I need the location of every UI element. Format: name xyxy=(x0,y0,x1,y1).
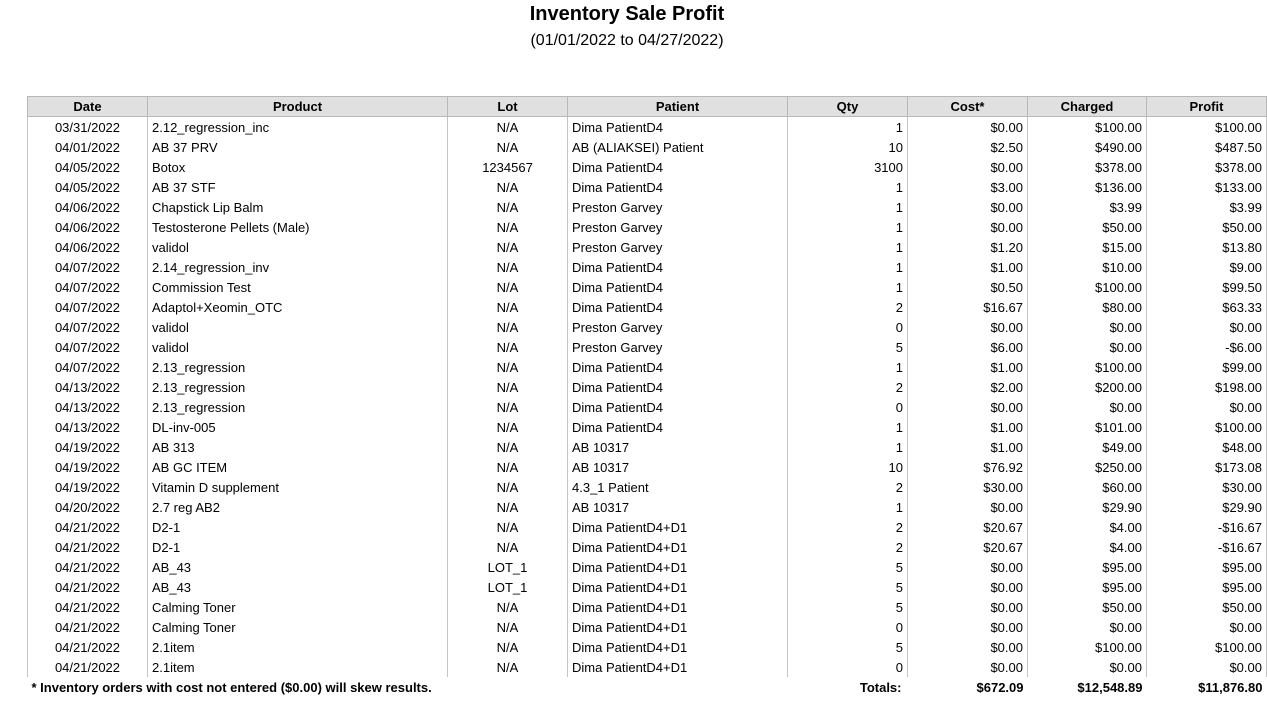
cell-lot: N/A xyxy=(448,357,568,377)
cell-profit: -$16.67 xyxy=(1147,517,1267,537)
cell-date: 04/07/2022 xyxy=(28,357,148,377)
cell-date: 04/21/2022 xyxy=(28,517,148,537)
table-row xyxy=(28,417,1267,437)
cell-cost: $0.00 xyxy=(908,217,1028,237)
cell-lot: N/A xyxy=(448,197,568,217)
cell-profit: $30.00 xyxy=(1147,477,1267,497)
cell-patient: AB 10317 xyxy=(568,497,788,517)
cell-date: 04/19/2022 xyxy=(28,457,148,477)
cell-qty: 10 xyxy=(788,137,908,157)
cell-qty: 10 xyxy=(788,457,908,477)
table-row xyxy=(28,657,1267,677)
cell-lot: N/A xyxy=(448,297,568,317)
cell-date: 04/13/2022 xyxy=(28,397,148,417)
cell-charged: $490.00 xyxy=(1028,137,1147,157)
cell-profit: -$6.00 xyxy=(1147,337,1267,357)
cell-qty: 2 xyxy=(788,537,908,557)
column-header-patient: Patient xyxy=(568,97,788,117)
cell-charged: $0.00 xyxy=(1028,317,1147,337)
cell-date: 04/06/2022 xyxy=(28,237,148,257)
cell-charged: $49.00 xyxy=(1028,437,1147,457)
cell-product: AB 313 xyxy=(148,437,448,457)
cell-qty: 1 xyxy=(788,497,908,517)
cell-product: Testosterone Pellets (Male) xyxy=(148,217,448,237)
cell-lot: N/A xyxy=(448,117,568,138)
cell-profit: $9.00 xyxy=(1147,257,1267,277)
table-row xyxy=(28,137,1267,157)
cell-charged: $50.00 xyxy=(1028,597,1147,617)
cell-cost: $0.00 xyxy=(908,497,1028,517)
table-row xyxy=(28,577,1267,597)
cell-lot: N/A xyxy=(448,657,568,677)
cell-patient: AB 10317 xyxy=(568,457,788,477)
table-row xyxy=(28,157,1267,177)
cell-cost: $2.50 xyxy=(908,137,1028,157)
cell-qty: 5 xyxy=(788,557,908,577)
cell-patient: Dima PatientD4 xyxy=(568,257,788,277)
cell-date: 04/07/2022 xyxy=(28,317,148,337)
cell-date: 04/07/2022 xyxy=(28,337,148,357)
cell-lot: N/A xyxy=(448,637,568,657)
cell-cost: $20.67 xyxy=(908,537,1028,557)
cell-date: 04/07/2022 xyxy=(28,297,148,317)
cell-cost: $30.00 xyxy=(908,477,1028,497)
cell-qty: 0 xyxy=(788,617,908,637)
cell-qty: 1 xyxy=(788,177,908,197)
cell-qty: 5 xyxy=(788,337,908,357)
cell-cost: $0.00 xyxy=(908,557,1028,577)
cell-cost: $1.20 xyxy=(908,237,1028,257)
cell-profit: $198.00 xyxy=(1147,377,1267,397)
report-title: Inventory Sale Profit xyxy=(529,3,725,25)
cell-qty: 1 xyxy=(788,257,908,277)
column-header-qty: Qty xyxy=(788,97,908,117)
cell-lot: N/A xyxy=(448,397,568,417)
cell-cost: $1.00 xyxy=(908,357,1028,377)
cell-qty: 1 xyxy=(788,217,908,237)
cell-date: 04/05/2022 xyxy=(28,157,148,177)
cell-lot: N/A xyxy=(448,417,568,437)
cell-patient: Dima PatientD4 xyxy=(568,117,788,138)
cell-patient: Dima PatientD4+D1 xyxy=(568,537,788,557)
cell-profit: $100.00 xyxy=(1147,117,1267,138)
cell-date: 04/21/2022 xyxy=(28,577,148,597)
cell-patient: Preston Garvey xyxy=(568,237,788,257)
cell-charged: $100.00 xyxy=(1028,277,1147,297)
cell-patient: Dima PatientD4+D1 xyxy=(568,597,788,617)
cell-lot: N/A xyxy=(448,537,568,557)
cell-cost: $0.00 xyxy=(908,577,1028,597)
cell-product: Botox xyxy=(148,157,448,177)
cell-patient: Dima PatientD4+D1 xyxy=(568,557,788,577)
cell-product: 2.13_regression xyxy=(148,357,448,377)
cell-profit: $100.00 xyxy=(1147,637,1267,657)
totals-row xyxy=(28,677,1267,697)
table-row xyxy=(28,337,1267,357)
cell-profit: $63.33 xyxy=(1147,297,1267,317)
cell-lot: N/A xyxy=(448,437,568,457)
cell-qty: 5 xyxy=(788,637,908,657)
cell-profit: $100.00 xyxy=(1147,417,1267,437)
table-row xyxy=(28,617,1267,637)
cell-charged: $80.00 xyxy=(1028,297,1147,317)
cell-date: 03/31/2022 xyxy=(28,117,148,138)
cell-patient: Dima PatientD4 xyxy=(568,297,788,317)
cell-charged: $200.00 xyxy=(1028,377,1147,397)
cell-date: 04/21/2022 xyxy=(28,657,148,677)
cell-qty: 1 xyxy=(788,357,908,377)
cell-patient: Dima PatientD4 xyxy=(568,177,788,197)
cell-date: 04/01/2022 xyxy=(28,137,148,157)
table-row xyxy=(28,497,1267,517)
cell-date: 04/21/2022 xyxy=(28,617,148,637)
table-row xyxy=(28,217,1267,237)
cell-charged: $50.00 xyxy=(1028,217,1147,237)
cell-profit: $50.00 xyxy=(1147,597,1267,617)
cell-product: AB GC ITEM xyxy=(148,457,448,477)
table-row xyxy=(28,437,1267,457)
table-row xyxy=(28,257,1267,277)
cell-charged: $10.00 xyxy=(1028,257,1147,277)
cell-patient: Dima PatientD4 xyxy=(568,377,788,397)
cell-date: 04/06/2022 xyxy=(28,197,148,217)
table-row xyxy=(28,277,1267,297)
cell-patient: Dima PatientD4+D1 xyxy=(568,617,788,637)
cell-cost: $0.00 xyxy=(908,157,1028,177)
cell-qty: 1 xyxy=(788,417,908,437)
total-charged: $12,548.89 xyxy=(1077,679,1143,695)
column-header-date: Date xyxy=(28,97,148,117)
cell-profit: $50.00 xyxy=(1147,217,1267,237)
cell-patient: Dima PatientD4+D1 xyxy=(568,577,788,597)
cell-patient: AB 10317 xyxy=(568,437,788,457)
cell-charged: $95.00 xyxy=(1028,557,1147,577)
cell-product: 2.7 reg AB2 xyxy=(148,497,448,517)
cell-cost: $0.00 xyxy=(908,597,1028,617)
table-body xyxy=(28,117,1267,678)
cell-product: AB 37 STF xyxy=(148,177,448,197)
inventory-profit-table xyxy=(27,96,1267,697)
cell-cost: $6.00 xyxy=(908,337,1028,357)
cell-product: 2.14_regression_inv xyxy=(148,257,448,277)
cell-date: 04/20/2022 xyxy=(28,497,148,517)
cell-charged: $0.00 xyxy=(1028,657,1147,677)
cell-charged: $3.99 xyxy=(1028,197,1147,217)
cell-product: AB_43 xyxy=(148,557,448,577)
cell-charged: $100.00 xyxy=(1028,357,1147,377)
cell-lot: LOT_1 xyxy=(448,557,568,577)
cell-lot: N/A xyxy=(448,457,568,477)
cell-date: 04/05/2022 xyxy=(28,177,148,197)
cell-charged: $0.00 xyxy=(1028,337,1147,357)
table-row xyxy=(28,477,1267,497)
cell-patient: Dima PatientD4 xyxy=(568,157,788,177)
cell-patient: Dima PatientD4 xyxy=(568,277,788,297)
cell-cost: $1.00 xyxy=(908,257,1028,277)
table-row xyxy=(28,117,1267,138)
cell-cost: $1.00 xyxy=(908,417,1028,437)
cell-patient: Dima PatientD4+D1 xyxy=(568,637,788,657)
cell-cost: $1.00 xyxy=(908,437,1028,457)
table-row xyxy=(28,377,1267,397)
cell-date: 04/21/2022 xyxy=(28,537,148,557)
cell-cost: $0.00 xyxy=(908,317,1028,337)
cell-lot: N/A xyxy=(448,597,568,617)
column-header-lot: Lot xyxy=(448,97,568,117)
cell-charged: $100.00 xyxy=(1028,637,1147,657)
table-row xyxy=(28,517,1267,537)
cell-charged: $250.00 xyxy=(1028,457,1147,477)
cell-date: 04/21/2022 xyxy=(28,557,148,577)
table-row xyxy=(28,197,1267,217)
cell-profit: -$16.67 xyxy=(1147,537,1267,557)
cell-charged: $136.00 xyxy=(1028,177,1147,197)
cell-qty: 2 xyxy=(788,517,908,537)
cell-lot: N/A xyxy=(448,277,568,297)
table-row xyxy=(28,357,1267,377)
cell-date: 04/13/2022 xyxy=(28,377,148,397)
cell-qty: 1 xyxy=(788,117,908,138)
cell-charged: $95.00 xyxy=(1028,577,1147,597)
cell-product: AB_43 xyxy=(148,577,448,597)
cell-profit: $487.50 xyxy=(1147,137,1267,157)
cell-qty: 5 xyxy=(788,577,908,597)
cell-charged: $0.00 xyxy=(1028,397,1147,417)
cell-profit: $0.00 xyxy=(1147,617,1267,637)
cell-date: 04/21/2022 xyxy=(28,597,148,617)
cell-profit: $133.00 xyxy=(1147,177,1267,197)
cell-lot: N/A xyxy=(448,337,568,357)
cell-charged: $60.00 xyxy=(1028,477,1147,497)
cell-charged: $0.00 xyxy=(1028,617,1147,637)
cell-patient: Dima PatientD4 xyxy=(568,357,788,377)
cell-product: Calming Toner xyxy=(148,597,448,617)
cell-lot: N/A xyxy=(448,377,568,397)
cell-qty: 3100 xyxy=(788,157,908,177)
report-date-range: (01/01/2022 to 04/27/2022) xyxy=(530,32,724,49)
cell-cost: $0.00 xyxy=(908,657,1028,677)
cell-qty: 1 xyxy=(788,237,908,257)
table-row xyxy=(28,397,1267,417)
cell-product: validol xyxy=(148,337,448,357)
cell-product: Vitamin D supplement xyxy=(148,477,448,497)
table-row xyxy=(28,557,1267,577)
cell-qty: 5 xyxy=(788,597,908,617)
table-row xyxy=(28,297,1267,317)
cell-patient: Dima PatientD4+D1 xyxy=(568,517,788,537)
cell-qty: 1 xyxy=(788,277,908,297)
cell-product: Commission Test xyxy=(148,277,448,297)
cell-qty: 0 xyxy=(788,317,908,337)
cell-cost: $0.00 xyxy=(908,637,1028,657)
cell-product: validol xyxy=(148,237,448,257)
cell-lot: N/A xyxy=(448,617,568,637)
total-profit: $11,876.80 xyxy=(1198,679,1263,695)
cell-profit: $95.00 xyxy=(1147,577,1267,597)
cell-profit: $29.90 xyxy=(1147,497,1267,517)
cell-profit: $3.99 xyxy=(1147,197,1267,217)
cell-profit: $99.00 xyxy=(1147,357,1267,377)
cell-qty: 2 xyxy=(788,477,908,497)
cell-cost: $0.00 xyxy=(908,117,1028,138)
cell-lot: LOT_1 xyxy=(448,577,568,597)
table-header-row xyxy=(28,97,1267,117)
cell-qty: 1 xyxy=(788,197,908,217)
cell-cost: $20.67 xyxy=(908,517,1028,537)
cell-patient: 4.3_1 Patient xyxy=(568,477,788,497)
cell-product: 2.1item xyxy=(148,637,448,657)
column-header-charged: Charged xyxy=(1028,97,1147,117)
cell-qty: 2 xyxy=(788,297,908,317)
cell-lot: N/A xyxy=(448,517,568,537)
cell-product: Adaptol+Xeomin_OTC xyxy=(148,297,448,317)
column-header-product: Product xyxy=(148,97,448,117)
cell-charged: $15.00 xyxy=(1028,237,1147,257)
cell-product: validol xyxy=(148,317,448,337)
table-row xyxy=(28,537,1267,557)
cell-lot: N/A xyxy=(448,177,568,197)
cell-date: 04/06/2022 xyxy=(28,217,148,237)
cell-product: 2.12_regression_inc xyxy=(148,117,448,138)
cell-qty: 1 xyxy=(788,437,908,457)
cell-charged: $100.00 xyxy=(1028,117,1147,138)
cell-patient: Dima PatientD4+D1 xyxy=(568,657,788,677)
table-row xyxy=(28,637,1267,657)
column-header-profit: Profit xyxy=(1147,97,1267,117)
cell-charged: $29.90 xyxy=(1028,497,1147,517)
cell-lot: N/A xyxy=(448,317,568,337)
cell-product: D2-1 xyxy=(148,537,448,557)
cell-profit: $95.00 xyxy=(1147,557,1267,577)
cell-date: 04/19/2022 xyxy=(28,477,148,497)
cell-qty: 0 xyxy=(788,657,908,677)
cell-patient: AB (ALIAKSEI) Patient xyxy=(568,137,788,157)
cell-qty: 2 xyxy=(788,377,908,397)
cell-lot: N/A xyxy=(448,257,568,277)
cell-cost: $0.00 xyxy=(908,197,1028,217)
cell-cost: $0.00 xyxy=(908,397,1028,417)
cell-profit: $378.00 xyxy=(1147,157,1267,177)
cell-product: 2.13_regression xyxy=(148,377,448,397)
cell-lot: N/A xyxy=(448,137,568,157)
cell-charged: $101.00 xyxy=(1028,417,1147,437)
cell-patient: Preston Garvey xyxy=(568,337,788,357)
cell-profit: $0.00 xyxy=(1147,657,1267,677)
cell-patient: Preston Garvey xyxy=(568,197,788,217)
cell-date: 04/07/2022 xyxy=(28,257,148,277)
cell-profit: $13.80 xyxy=(1147,237,1267,257)
total-cost: $672.09 xyxy=(976,679,1024,695)
cell-cost: $16.67 xyxy=(908,297,1028,317)
cell-date: 04/21/2022 xyxy=(28,637,148,657)
cell-qty: 0 xyxy=(788,397,908,417)
cell-patient: Preston Garvey xyxy=(568,317,788,337)
cell-product: 2.1item xyxy=(148,657,448,677)
cell-date: 04/07/2022 xyxy=(28,277,148,297)
table-row xyxy=(28,177,1267,197)
cell-charged: $378.00 xyxy=(1028,157,1147,177)
cell-cost: $0.00 xyxy=(908,617,1028,637)
cell-profit: $48.00 xyxy=(1147,437,1267,457)
table-row xyxy=(28,457,1267,477)
cell-product: 2.13_regression xyxy=(148,397,448,417)
cost-disclaimer-note: * Inventory orders with cost not entered ($0.00) will skew results. xyxy=(31,679,432,695)
cell-profit: $99.50 xyxy=(1147,277,1267,297)
cell-lot: N/A xyxy=(448,497,568,517)
cell-lot: N/A xyxy=(448,217,568,237)
table-row xyxy=(28,237,1267,257)
cell-product: DL-inv-005 xyxy=(148,417,448,437)
cell-profit: $0.00 xyxy=(1147,397,1267,417)
cell-date: 04/13/2022 xyxy=(28,417,148,437)
cell-date: 04/19/2022 xyxy=(28,437,148,457)
totals-label: Totals: xyxy=(859,679,902,695)
column-header-cost: Cost* xyxy=(908,97,1028,117)
cell-product: AB 37 PRV xyxy=(148,137,448,157)
cell-cost: $2.00 xyxy=(908,377,1028,397)
cell-charged: $4.00 xyxy=(1028,537,1147,557)
cell-cost: $0.50 xyxy=(908,277,1028,297)
cell-lot: 1234567 xyxy=(448,157,568,177)
cell-product: Chapstick Lip Balm xyxy=(148,197,448,217)
cell-patient: Dima PatientD4 xyxy=(568,397,788,417)
cell-profit: $0.00 xyxy=(1147,317,1267,337)
cell-product: Calming Toner xyxy=(148,617,448,637)
cell-cost: $3.00 xyxy=(908,177,1028,197)
cell-charged: $4.00 xyxy=(1028,517,1147,537)
cell-lot: N/A xyxy=(448,237,568,257)
cell-product: D2-1 xyxy=(148,517,448,537)
table-row xyxy=(28,597,1267,617)
cell-lot: N/A xyxy=(448,477,568,497)
cell-profit: $173.08 xyxy=(1147,457,1267,477)
cell-patient: Dima PatientD4 xyxy=(568,417,788,437)
cell-patient: Preston Garvey xyxy=(568,217,788,237)
table-row xyxy=(28,317,1267,337)
cell-cost: $76.92 xyxy=(908,457,1028,477)
